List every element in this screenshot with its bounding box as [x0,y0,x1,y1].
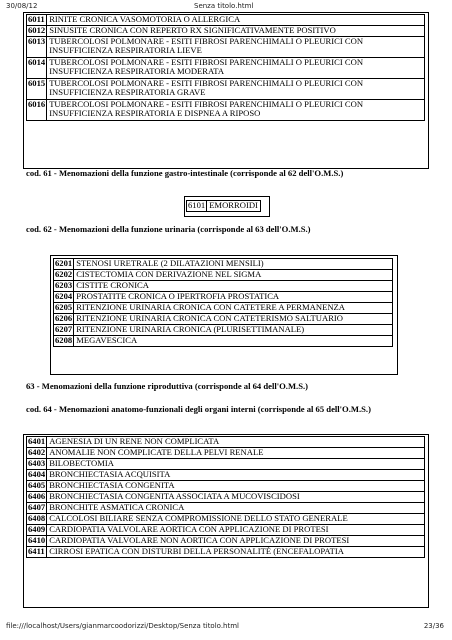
table-row [27,79,425,100]
code-cell: 6012 [28,25,46,35]
table-row [27,448,425,459]
desc-cell: CARDIOPATIA VALVOLARE NON AORTICA CON APPLICAZIONE DI PROTESI [47,536,425,547]
code-cell: 6011 [28,14,45,24]
code-cell: 6205 [55,302,73,312]
code-cell: 6405 [28,480,46,490]
desc-cell: BRONCHITE ASMATICA CRONICA [47,503,425,514]
desc-cell: SINUSITE CRONICA CON REPERTO RX SIGNIFICATIVAMENTE POSITIVO [47,26,425,37]
code-cell: 6013 [27,37,47,58]
code-cell: 6409 [28,524,46,534]
desc-line-1: TUBERCOLOSI POLMONARE - ESITI FIBROSI PARENCHIMALI O PLEURICI CON [49,78,364,88]
code-cell: 6015 [27,79,47,100]
table-row [27,437,425,448]
desc-line-1: TUBERCOLOSI POLMONARE - ESITI FIBROSI PARENCHIMALI O PLEURICI CON [49,99,364,109]
table-row [54,314,393,325]
code-cell: 6401 [28,436,46,446]
desc-line-2: INSUFFICIENZA RESPIRATORIA E DISPNEA A RIPOSO [49,108,261,119]
table-row [27,15,425,26]
table-row [27,514,425,525]
desc-cell: BRONCHIECTASIA CONGENITA ASSOCIATA A MUCOVISCIDOSI [47,492,425,503]
desc-cell: RITENZIONE URINARIA CRONICA (PLURISETTIMANALE) [74,325,393,336]
desc-line-2: INSUFFICIENZA RESPIRATORIA LIEVE [49,45,202,56]
desc-cell: AGENESIA DI UN RENE NON COMPLICATA [47,437,425,448]
desc-cell: STENOSI URETRALE (2 DILATAZIONI MENSILI) [74,259,393,270]
table-row [27,481,425,492]
table-row [27,58,425,79]
desc-cell [47,79,425,100]
section-heading-64: cod. 64 - Menomazioni anatomo-funzionali degli organi interni (corrisponde al 65 dell'O.M.S.) [26,404,371,414]
table-row [54,259,393,270]
code-cell: 6203 [55,280,73,290]
code-cell: 6201 [55,258,73,268]
table-61 [186,200,261,212]
desc-cell: CISTECTOMIA CON DERIVAZIONE NEL SIGMA [74,270,393,281]
desc-cell: EMORROIDI [207,201,261,212]
table-row [27,26,425,37]
code-cell: 6207 [55,324,73,334]
desc-cell [47,37,425,58]
table-row [187,201,261,212]
desc-cell: RINITE CRONICA VASOMOTORIA O ALLERGICA [47,15,425,26]
section-heading-62: cod. 62 - Menomazioni della funzione urinaria (corrisponde al 63 dell'O.M.S.) [26,224,311,234]
code-cell: 6410 [28,535,46,545]
code-cell: 6208 [55,335,73,345]
file-path: file:///localhost/Users/gianmarcoodorizzi/Desktop/Senza titolo.html [6,622,239,630]
table-row [54,325,393,336]
section-heading-63: 63 - Menomazioni della funzione riproduttiva (corrisponde al 64 dell'O.M.S.) [26,381,308,391]
desc-cell: BRONCHIECTASIA ACQUISITA [47,470,425,481]
code-cell: 6406 [28,491,46,501]
code-cell: 6403 [28,458,46,468]
table-row [54,281,393,292]
table-row [27,503,425,514]
table-row [54,292,393,303]
print-footer [0,622,452,632]
desc-line-2: INSUFFICIENZA RESPIRATORIA MODERATA [49,66,225,77]
table-row [27,536,425,547]
page-number: 23/36 [423,622,444,630]
code-cell: 6408 [28,513,46,523]
desc-cell: BRONCHIECTASIA CONGENITA [47,481,425,492]
desc-cell: CALCOLOSI BILIARE SENZA COMPROMISSIONE DELLO STATO GENERALE [47,514,425,525]
print-date: 30/08/12 [6,2,38,10]
code-cell: 6101 [188,200,206,210]
print-title: Senza titolo.html [194,2,254,10]
desc-cell: MEGAVESCICA [74,336,393,347]
code-cell: 6206 [55,313,73,323]
table-row [27,470,425,481]
desc-cell [47,100,425,121]
desc-cell: RITENZIONE URINARIA CRONICA CON CATETERE A PERMANENZA [74,303,393,314]
code-cell: 6404 [28,469,46,479]
table-62 [53,258,393,347]
table-row [27,492,425,503]
desc-cell [47,58,425,79]
code-cell: 6202 [55,269,73,279]
table-row [54,336,393,347]
desc-cell: BILOBECTOMIA [47,459,425,470]
desc-line-2: INSUFFICIENZA RESPIRATORIA GRAVE [49,87,206,98]
print-header [0,2,452,12]
desc-line-1: TUBERCOLOSI POLMONARE - ESITI FIBROSI PARENCHIMALI O PLEURICI CON [49,57,364,67]
table-row [27,547,425,558]
desc-cell: ANOMALIE NON COMPLICATE DELLA PELVI RENALE [47,448,425,459]
code-cell: 6411 [28,546,45,556]
desc-cell: CISTITE CRONICA [74,281,393,292]
desc-cell: RITENZIONE URINARIA CRONICA CON CATETERISMO SALTUARIO [74,314,393,325]
code-cell: 6016 [27,100,47,121]
desc-cell: CARDIOPATIA VALVOLARE AORTICA CON APPLICAZIONE DI PROTESI [47,525,425,536]
table-row [27,525,425,536]
code-cell: 6204 [55,291,73,301]
table-64 [26,436,425,558]
code-cell: 6402 [28,447,46,457]
desc-cell: CIRROSI EPATICA CON DISTURBI DELLA PERSONALITÉ (ENCEFALOPATIA [47,547,425,558]
code-cell: 6407 [28,502,46,512]
desc-line-1: TUBERCOLOSI POLMONARE - ESITI FIBROSI PARENCHIMALI O PLEURICI CON [49,36,364,46]
table-row [27,459,425,470]
table-row [54,270,393,281]
desc-cell: PROSTATITE CRONICA O IPERTROFIA PROSTATICA [74,292,393,303]
table-row [27,100,425,121]
table-60 [26,14,425,121]
code-cell: 6014 [27,58,47,79]
section-heading-61: cod. 61 - Menomazioni della funzione gastro-intestinale (corrisponde al 62 dell'O.M.S.) [26,168,344,178]
table-row [54,303,393,314]
table-row [27,37,425,58]
